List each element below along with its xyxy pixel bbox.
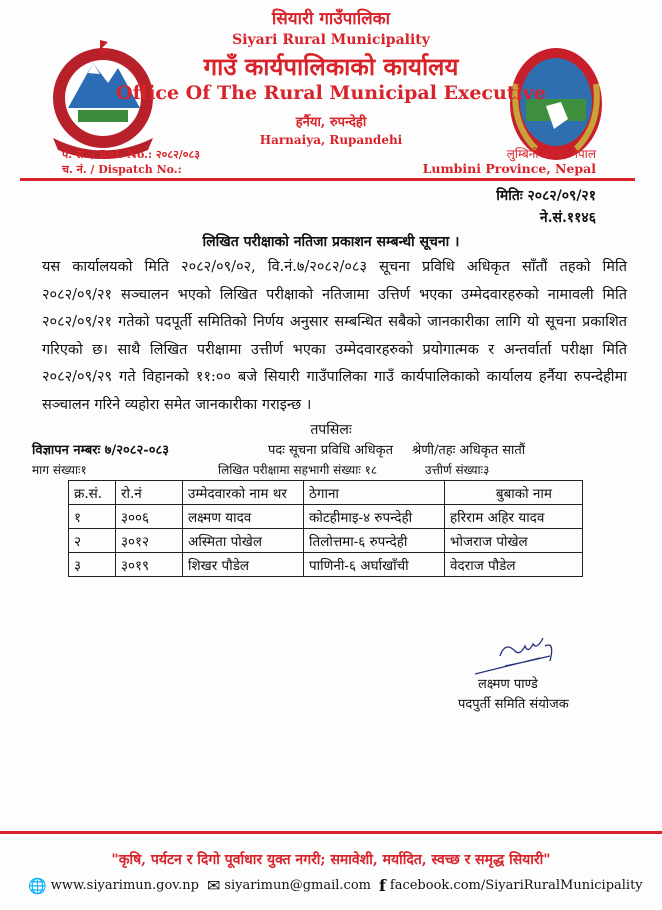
province-np: लुम्बिनी प्रदेश, नेपाल (506, 147, 596, 161)
ref-no: प. सं. / Ref. No.: २०८२/०८३ (62, 148, 200, 161)
facebook-link[interactable]: facebook.com/SiyariRuralMunicipality (389, 878, 643, 893)
cell: वेदराज पौडेल (445, 553, 583, 577)
col-name: उम्मेदवारको नाम थर (183, 481, 304, 505)
table-row (69, 529, 583, 553)
cell: पाणिनी-६ अर्घाखाँची (304, 553, 445, 577)
post: पदः सूचना प्रविधि अधिकृत (268, 443, 393, 458)
mail-icon: ✉ (206, 876, 221, 895)
passed-count: उत्तीर्ण संख्याः३ (425, 463, 490, 477)
subject: लिखित परीक्षाको नतिजा प्रकाशन सम्बन्धी सूचना । (202, 234, 460, 250)
cell: कोटहीमाइ-४ रुपन्देही (304, 505, 445, 529)
signatory-name: लक्ष्मण पाण्डे (478, 677, 538, 692)
col-address: ठेगाना (304, 481, 445, 505)
office-name-en: Office Of The Rural Municipal Executive (116, 82, 546, 104)
cell: अस्मिता पोखेल (183, 529, 304, 553)
table-header-row (69, 481, 583, 505)
email-link[interactable]: siyarimun@gmail.com (224, 878, 371, 893)
signatory-role: पदपुर्ती समिति संयोजक (458, 697, 569, 712)
cell: लक्ष्मण यादव (183, 505, 304, 529)
col-roll: रो.नं (116, 481, 183, 505)
slogan: "कृषि, पर्यटन र दिगो पूर्वाधार युक्त नगरी; समावेशी, मर्यादित, स्वच्छ र समृद्ध सियारी" (111, 852, 551, 868)
cell: २ (69, 529, 116, 553)
col-father: बुबाको नाम (445, 481, 583, 505)
signature (470, 636, 570, 678)
demand-count: माग संख्याः१ (32, 463, 87, 477)
facebook-icon: f (379, 876, 386, 895)
website-link[interactable]: www.siyarimun.gov.np (50, 878, 199, 893)
table-row (69, 505, 583, 529)
place-np: हर्नैया, रुपन्देही (295, 115, 367, 130)
results-table (68, 480, 583, 577)
globe-icon: 🌐 (28, 876, 47, 895)
table-row (69, 553, 583, 577)
cell: शिखर पौडेल (183, 553, 304, 577)
cell: १ (69, 505, 116, 529)
cell: तिलोत्तमा-६ रुपन्देही (304, 529, 445, 553)
details-heading: तपसिलः (310, 422, 352, 438)
col-sn: क्र.सं. (69, 481, 116, 505)
dispatch-no: च. नं. / Dispatch No.: (62, 163, 182, 176)
cell: ३ (69, 553, 116, 577)
ns-number: ने.सं.११४६ (539, 210, 596, 226)
notice-body: यस कार्यालयको मिति २०८२/०९/०२, वि.नं.७/२०८२/०८३ सूचना प्रविधि अधिकृत साँतौं तहको मिति २०८२/०९/२१ सञ्चालन भएको लिखित परीक्षाको नतिजामा उत्तिर्ण भएका उम्मेदवारहरुको नामावली मिति २०८२/०९/२१ गतेको पदपूर्ती समितिको निर्णय अनुसार सम्बन्धित सबैको जानकारीका लागि यो सूचना प्रकाशित गरिएको छ। साथै लिखित परीक्षामा उत्तीर्ण भएका उम्मेदवारहरुको प्रयोगात्मक र अन्तर्वार्ता परीक्षा मिति २०८२/०९/२९ गते विहानको ११:०० बजे सियारी गाउँपालिका गाउँ कार्यपालिकाको कार्यालय हर्नैया रुपन्देहीमा सञ्चालन गरिने व्यहोरा समेत जानकारीका गराइन्छ । (42, 259, 627, 413)
footer-divider (0, 831, 662, 834)
municipality-name-np: सियारी गाउँपालिका (271, 9, 391, 29)
place-en: Harnaiya, Rupandehi (259, 133, 403, 147)
municipality-name-en: Siyari Rural Municipality (232, 32, 430, 48)
contact-bar (28, 876, 643, 895)
office-name-np: गाउँ कार्यपालिकाको कार्यालय (203, 52, 459, 81)
cell: ३०१९ (116, 553, 183, 577)
cell: भोजराज पोखेल (445, 529, 583, 553)
cell: ३००६ (116, 505, 183, 529)
level: श्रेणी/तहः अधिकृत सातौं (412, 443, 526, 458)
participant-count: लिखित परीक्षामा सहभागी संख्याः १८ (218, 463, 378, 477)
date: मितिः २०८२/०९/२१ (496, 188, 596, 204)
cell: ३०१२ (116, 529, 183, 553)
province-en: Lumbini Province, Nepal (422, 161, 596, 176)
cell: हरिराम अहिर यादव (445, 505, 583, 529)
header-divider (20, 178, 635, 181)
ad-number: विज्ञापन नम्बरः ७/२०८२-०८३ (32, 443, 169, 458)
